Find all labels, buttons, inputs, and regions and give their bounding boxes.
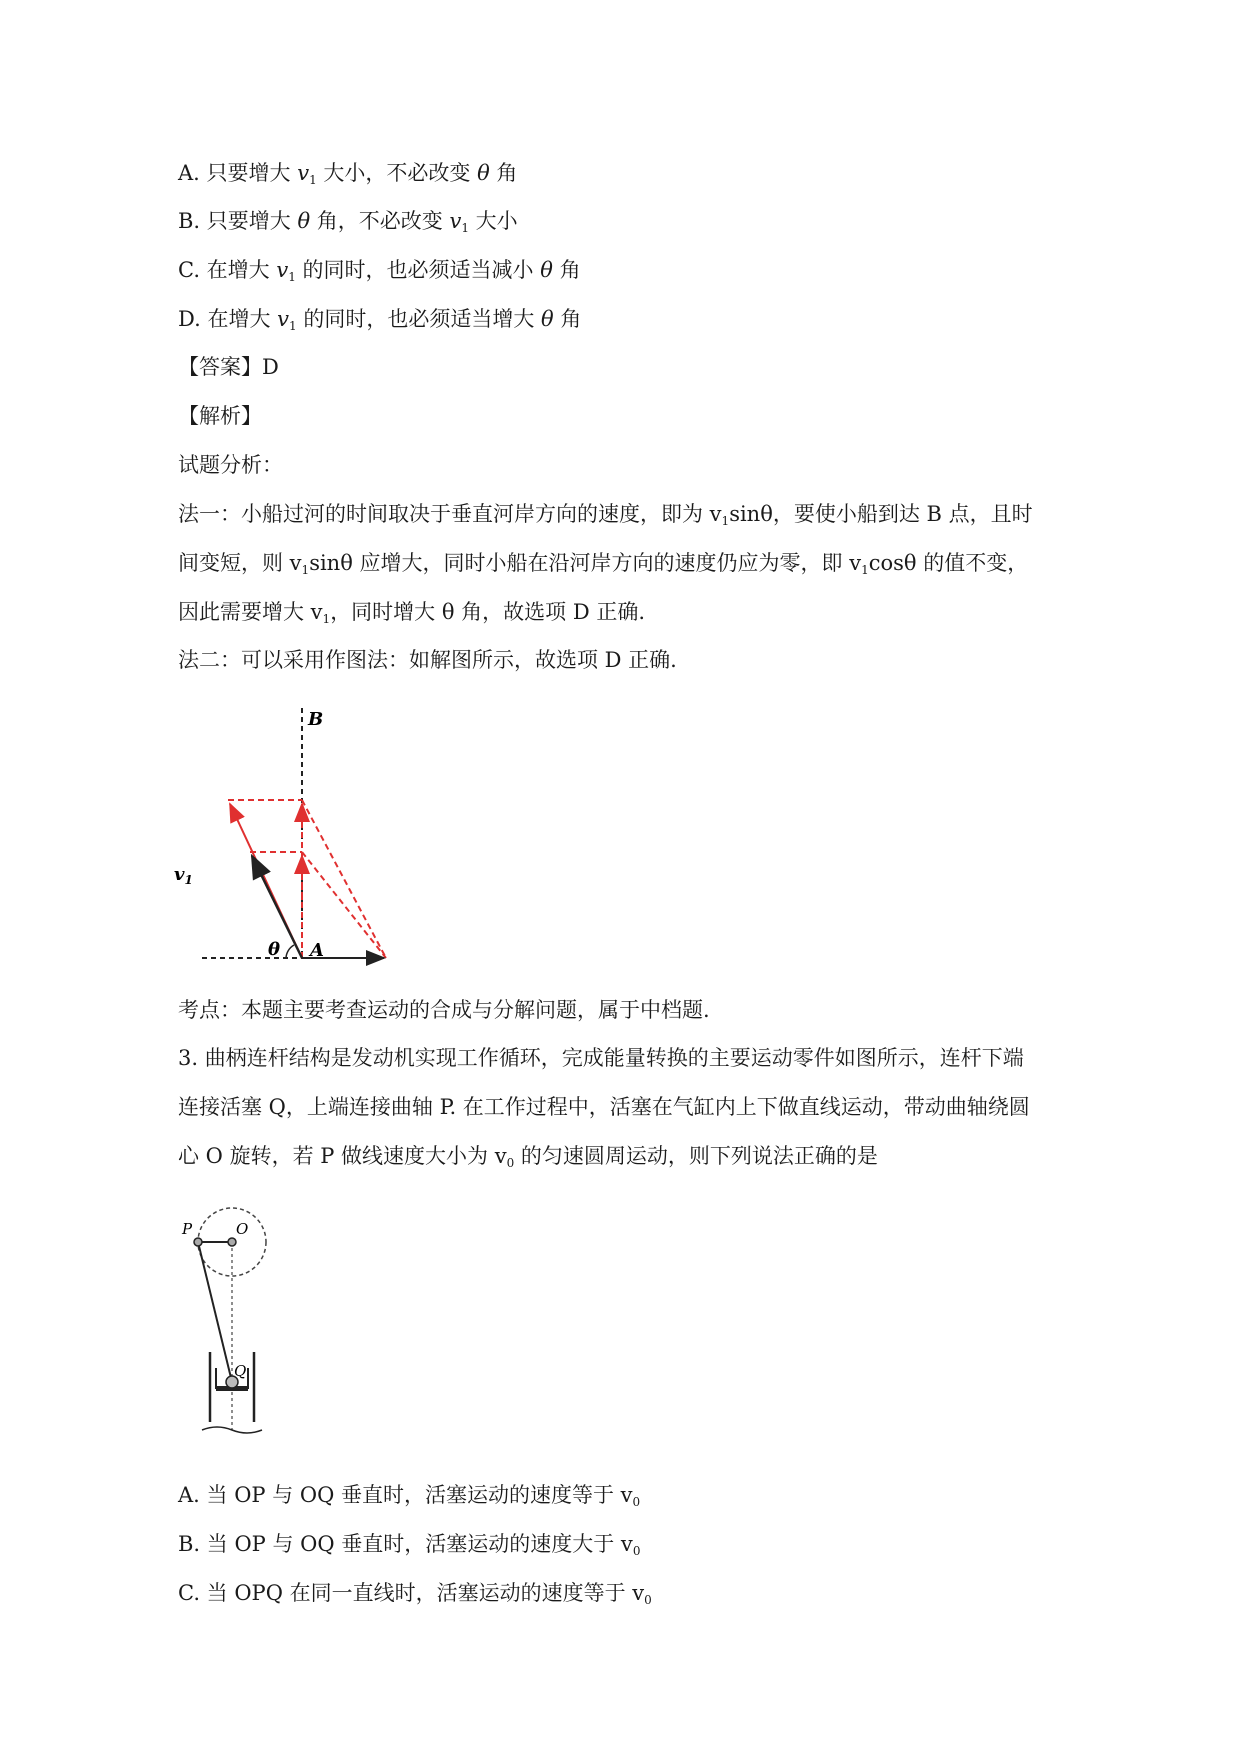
option-a-text-2: 大小，不必改变 [316, 161, 478, 185]
subscript: 0 [644, 1593, 652, 1607]
method1-line1 [178, 499, 1033, 536]
option-a-tail: 角 [489, 161, 518, 185]
q3-text: 的匀速圆周运动，则下列说法正确的是 [514, 1144, 878, 1168]
q3-option-b [178, 1529, 640, 1566]
method1-text: sinθ 应增大，同时小船在沿河岸方向的速度仍应为零，即 v [309, 551, 862, 575]
theta-arc [286, 945, 294, 958]
theta-symbol: θ [540, 258, 553, 282]
method1-text: 法一：小船过河的时间取决于垂直河岸方向的速度，即为 v [178, 502, 722, 526]
subscript: 1 [861, 563, 869, 577]
v-symbol: v [449, 209, 462, 233]
q3-option-a-text: A. 当 OP 与 OQ 垂直时，活塞运动的速度等于 v [178, 1483, 633, 1507]
subscript: 0 [632, 1544, 641, 1558]
theta-symbol: θ [477, 161, 490, 185]
option-c-text-2: 的同时，也必须适当减小 [295, 258, 541, 282]
option-d-tail: 角 [553, 307, 582, 331]
red-dashed-diag-1 [302, 800, 386, 958]
option-d [178, 304, 581, 341]
answer: 【答案】D [178, 355, 279, 379]
q3-option-c [178, 1578, 652, 1615]
label-a: A [310, 940, 324, 961]
subscript: 1 [301, 563, 310, 577]
option-a [178, 158, 517, 195]
break-line [202, 1427, 262, 1433]
method1-text: 因此需要增大 v [178, 600, 323, 624]
option-b-text-2: 角，不必改变 [310, 209, 450, 233]
method1-text: ，同时增大 θ 角，故选项 D 正确. [330, 600, 646, 624]
q3-line2: 连接活塞 Q，上端连接曲轴 P. 在工作过程中，活塞在气缸内上下做直线运动，带动曲轴绕圆 [178, 1095, 1030, 1119]
label-v1: $v_1$ [174, 864, 193, 887]
label-theta: θ [268, 939, 281, 960]
analysis-heading: 【解析】 [178, 404, 262, 428]
subscript: 0 [506, 1156, 515, 1170]
v-symbol: v [276, 258, 289, 282]
option-c-text: C. 在增大 [178, 258, 277, 282]
label-o: O [236, 1220, 249, 1238]
q3-line3 [178, 1141, 878, 1178]
v-symbol: v [297, 161, 310, 185]
v-subscript: 1 [309, 173, 317, 187]
theta-symbol: θ [297, 209, 311, 233]
option-b-tail: 大小 [469, 209, 518, 233]
crank-rod-diagram [180, 1190, 290, 1450]
kaodian: 考点：本题主要考查运动的合成与分解问题，属于中档题. [178, 998, 710, 1022]
point-o [228, 1238, 236, 1246]
q3-line1: 3. 曲柄连杆结构是发动机实现工作循环，完成能量转换的主要运动零件如图所示，连杆下端 [178, 1046, 1024, 1070]
connecting-rod-pq [198, 1242, 232, 1382]
v-symbol: v [277, 307, 289, 331]
method1-text: cosθ 的值不变， [868, 551, 1029, 575]
subscript: 1 [322, 612, 331, 626]
v-subscript: 1 [461, 221, 469, 235]
option-d-text-2: 的同时，也必须适当增大 [296, 307, 541, 331]
analysis-intro: 试题分析： [178, 453, 283, 477]
subscript: 0 [632, 1495, 641, 1509]
option-b [178, 206, 518, 243]
method1-text: sinθ，要使小船到达 B 点，且时 [729, 502, 1033, 526]
label-b: B [308, 709, 324, 730]
option-c [178, 255, 581, 292]
q3-text: 心 O 旋转，若 P 做线速度大小为 v [178, 1144, 507, 1168]
option-d-text: D. 在增大 [178, 307, 278, 331]
theta-symbol: θ [541, 307, 554, 331]
q3-option-b-text: B. 当 OP 与 OQ 垂直时，活塞运动的速度大于 v [178, 1532, 633, 1556]
v-subscript: 1 [288, 270, 296, 284]
method1-text: 间变短，则 v [178, 551, 302, 575]
method1-line3 [178, 597, 645, 634]
method2: 法二：可以采用作图法：如解图所示，故选项 D 正确. [178, 648, 677, 672]
q3-option-a [178, 1480, 640, 1517]
label-p: P [182, 1220, 193, 1238]
v-subscript: 1 [289, 319, 297, 333]
option-c-tail: 角 [552, 258, 581, 282]
option-b-text: B. 只要增大 [178, 209, 298, 233]
point-p [194, 1238, 202, 1246]
label-q: Q [234, 1362, 247, 1380]
method1-line2 [178, 548, 1028, 585]
subscript: 1 [721, 514, 730, 528]
option-a-text: A. 只要增大 [178, 161, 298, 185]
velocity-diagram [174, 700, 420, 970]
q3-option-c-text: C. 当 OPQ 在同一直线时，活塞运动的速度等于 v [178, 1581, 645, 1605]
